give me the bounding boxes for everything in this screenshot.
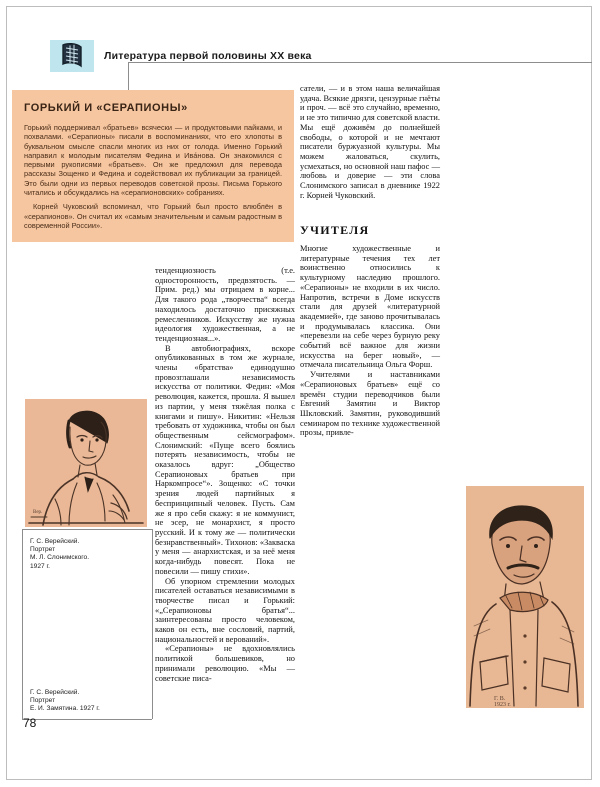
caption-line: Г. С. Верейский. (30, 689, 80, 696)
callout-paragraph: Корней Чуковский вспоминал, что Горький был просто влюблён в «серапионов». Он считал их «самым значительным и самым радостным в современной России». (24, 202, 282, 230)
body-column-right-top (300, 84, 440, 200)
paragraph: тенденциозность (т.е. односторонность, предвзятость. — Прим. ред.) мы отрицаем в корне... Для такого рода „творчества“ всегда находилось достаточно присяжных ремесленников. Искусству же нужна идеология художественная, а не тенденциозная...». (155, 266, 295, 343)
gorky-serapions-callout (12, 90, 294, 242)
paragraph: сатели, — и в этом наша величайшая удача. Всякие дрязги, цензурные гнёты и проч. — всё это случайно, временно, и не это типично для советской власти. Мы ещё доживём до полнейшей свободы, о которой и не мечтают писатели буржуазной культуры. Мы можем жаловаться, скулить, усмехаться, но основной наш пафос — любовь и доверие — эти слова Слонимского записал в дневнике 1922 г. Корней Чуковский. (300, 84, 440, 200)
caption-line: Е. И. Замятина. 1927 г. (30, 705, 100, 713)
page-number: 78 (23, 716, 37, 730)
portrait-slonimsky-image (25, 399, 147, 527)
paragraph: Об упорном стремлении молодых писателей оставаться независимыми в творчестве писал и Горький: «„Серапионовы братья“... заинтересованы просто человеком, каков он есть, вне сословий, партий, национальностей и верований». (155, 576, 295, 644)
caption-portrait-slonimsky (30, 533, 146, 571)
body-column-middle (155, 266, 295, 683)
svg-text:1923 г.: 1923 г. (494, 702, 511, 708)
margin-rule-captions (22, 529, 23, 719)
right-column-continued (300, 214, 440, 438)
caption-line: М. Л. Слонимского. (30, 554, 90, 562)
rule-caption-right (152, 529, 153, 719)
callout-paragraph: Горький поддерживал «братьев» всячески — и продуктовыми пайками, и похвалами. «Серапионы» писали в воспоминаниях, что его хлопоты в буквальном смысле спасли многих из них от голода. Именно Горький направил к молодым писателям Федина и Ива́нова. Он знакомился с первыми рукописями «братьев». Он же предложил для перевода рассказы Зощенко и Федина и содействовал их публикации за границей. Это были одни из первых переводов советской прозы. Письма Горького читались и обсуждались на «серапионовских» собраниях. (24, 123, 282, 198)
portrait-shklovsky-image (466, 486, 584, 708)
caption-portrait-zamyatin (30, 684, 148, 714)
rule-caption-bottom (22, 719, 152, 720)
callout-title: ГОРЬКИЙ И «СЕРАПИОНЫ» (24, 102, 188, 114)
svg-text:Вер.: Вер. (33, 510, 43, 515)
paragraph: В автобиографиях, вскоре опубликованных в том же журнале, члены «братства» единодушно провозглашали независимость искусства от политики. Федин: «Моя революция, кажется, прошла. Я вышел из партии, у меня тяжёлая полка с книгами и пишу». Никитин: «Нельзя требовать от художника, чтобы он был общественным сейсмографом». Слонимский: «Пуще всего боялись потерять независимость, чтобы не оказалось вдруг: „Общество Серапионовых братьев при Наркомпросе“». Зощенко: «С точки зрения людей партийных я беспринципный человек. Пусть. Сам же я про себя скажу: я не коммунист, не эсер, не монархист, я просто русский. И к тому же — политически безнравственный». Тихонов: «Закваска у меня — анархистская, и за неё меня когда-нибудь повесят. Пока не повесили — пишу стихи». (155, 343, 295, 576)
caption-line: Портрет (30, 697, 56, 705)
figure-caption (30, 689, 148, 714)
running-head-title: Литература первой половины XX века (104, 50, 312, 62)
svg-text:Г. В.: Г. В. (494, 696, 506, 702)
section-heading-uchitelya: УЧИТЕЛЯ (300, 223, 370, 237)
paragraph: Многие художественные и литературные течения тех лет воинственно относились к культурному наследию прошлого. «Серапионы» не входили в их число. Напротив, встречи в Доме искусств стали для друзей «литературной академией», где заново прочитывалась и продумывалась классика. Они «перевезли на себе через бурную реку событий всё важное для жизни искусства на берег новый», — отмечала писательница Ольга Форш. (300, 244, 440, 370)
caption-line: Портрет (30, 546, 56, 554)
caption-line: 1927 г. (30, 562, 50, 570)
margin-rule-left (128, 62, 129, 90)
figure-portrait-shklovsky (466, 486, 584, 708)
paragraph: Учителями и наставниками «Серапионовых братьев» ещё со времён студии переводчиков были Евгений Замятин и Виктор Шкловский. Замятин, руководивший семинаром по технике художественной прозы, привле- (300, 370, 440, 438)
rule-under-runhead (128, 62, 592, 63)
caption-line: Г. С. Верейский. (30, 538, 80, 545)
rule-caption-top (22, 529, 152, 530)
book-icon (50, 40, 94, 72)
paragraph: «Серапионы» не вдохновлялись политикой большевиков, но принимали революцию. «Мы — советские писа- (155, 644, 295, 683)
figure-caption (30, 538, 146, 571)
figure-portrait-slonimsky (25, 399, 147, 527)
running-head (0, 18, 600, 62)
